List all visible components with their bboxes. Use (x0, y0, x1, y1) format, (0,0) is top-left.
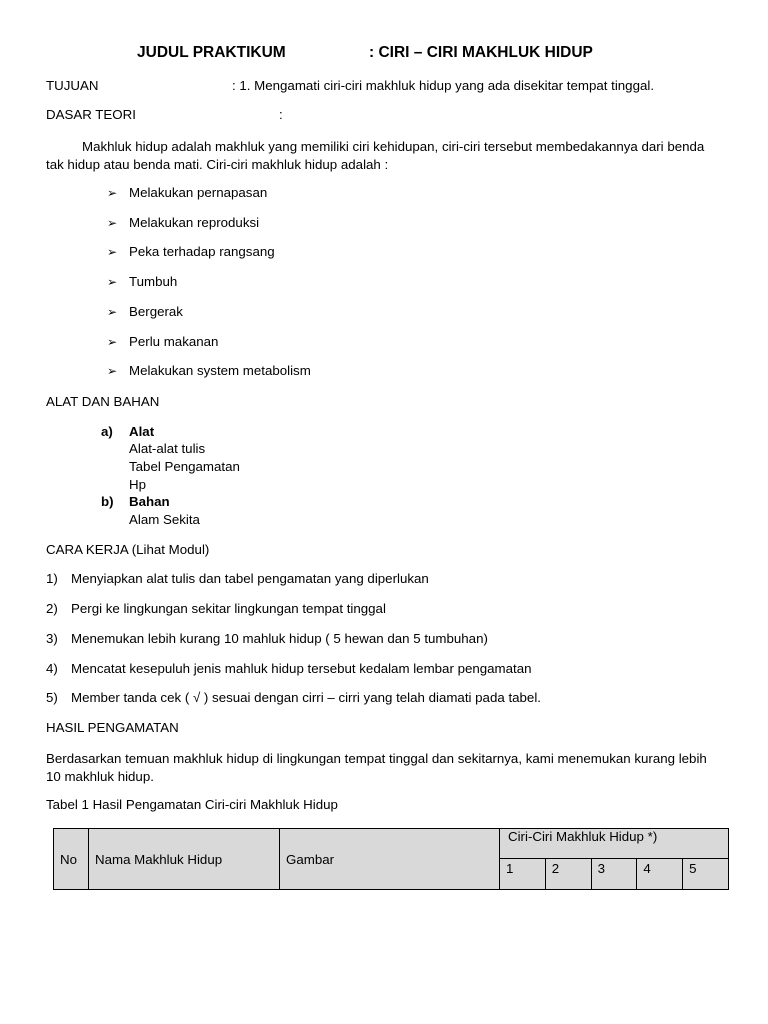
arrow-bullet-icon: ➢ (107, 186, 118, 200)
table-caption: Tabel 1 Hasil Pengamatan Ciri-ciri Makhluk Hidup (46, 797, 338, 812)
alat-bahan-heading: ALAT DAN BAHAN (46, 394, 160, 409)
step-number: 5) (46, 690, 58, 705)
observation-table (53, 828, 729, 890)
dasar-teori-label: DASAR TEORI (46, 107, 136, 122)
cara-kerja-heading: CARA KERJA (Lihat Modul) (46, 542, 210, 557)
step-number: 2) (46, 601, 58, 616)
col-header-ciri: Ciri-Ciri Makhluk Hidup *) (500, 829, 729, 859)
list-item: Melakukan system metabolism (129, 363, 311, 378)
tujuan-value: : 1. Mengamati ciri-ciri makhluk hidup yang ada disekitar tempat tinggal. (232, 78, 655, 93)
alat-item: Hp (129, 477, 146, 492)
col-header-ciri-5: 5 (683, 859, 729, 890)
list-item: Perlu makanan (129, 334, 219, 349)
step-text: Mencatat kesepuluh jenis mahluk hidup tersebut kedalam lembar pengamatan (71, 661, 532, 676)
alat-marker: a) (101, 424, 113, 439)
hasil-heading: HASIL PENGAMATAN (46, 720, 179, 735)
arrow-bullet-icon: ➢ (107, 305, 118, 319)
list-item: Tumbuh (129, 274, 178, 289)
list-item: Melakukan reproduksi (129, 215, 260, 230)
alat-item: Alat-alat tulis (129, 441, 206, 456)
step-text: Pergi ke lingkungan sekitar lingkungan tempat tinggal (71, 601, 386, 616)
arrow-bullet-icon: ➢ (107, 216, 118, 230)
alat-item: Tabel Pengamatan (129, 459, 240, 474)
dasar-teori-colon: : (279, 107, 283, 122)
bahan-item: Alam Sekita (129, 512, 200, 527)
alat-title: Alat (129, 424, 155, 439)
dasar-teori-paragraph: Makhluk hidup adalah makhluk yang memiliki ciri kehidupan, ciri-ciri tersebut membedakannya dari benda tak hidup atau benda mati. Ciri-ciri makhluk hidup adalah : (46, 139, 705, 172)
list-item: Bergerak (129, 304, 183, 319)
title-value: : CIRI – CIRI MAKHLUK HIDUP (369, 44, 593, 61)
col-header-nama: Nama Makhluk Hidup (89, 829, 280, 890)
title-label: JUDUL PRAKTIKUM (137, 44, 286, 61)
step-number: 3) (46, 631, 58, 646)
col-header-ciri-1: 1 (500, 859, 546, 890)
table-header-row (54, 829, 729, 859)
step-text: Menyiapkan alat tulis dan tabel pengamatan yang diperlukan (71, 571, 429, 586)
col-header-gambar: Gambar (280, 829, 500, 890)
bahan-marker: b) (101, 494, 114, 509)
arrow-bullet-icon: ➢ (107, 245, 118, 259)
bahan-title: Bahan (129, 494, 170, 509)
list-item: Melakukan pernapasan (129, 185, 268, 200)
hasil-paragraph: Berdasarkan temuan makhluk hidup di lingkungan tempat tinggal dan sekitarnya, kami menemukan kurang lebih 10 makhluk hidup. (46, 751, 707, 784)
col-header-no: No (54, 829, 89, 890)
arrow-bullet-icon: ➢ (107, 335, 118, 349)
tujuan-label: TUJUAN (46, 78, 99, 93)
step-number: 4) (46, 661, 58, 676)
step-text: Menemukan lebih kurang 10 mahluk hidup ( 5 hewan dan 5 tumbuhan) (71, 631, 488, 646)
col-header-ciri-2: 2 (545, 859, 591, 890)
col-header-ciri-3: 3 (591, 859, 637, 890)
list-item: Peka terhadap rangsang (129, 244, 275, 259)
arrow-bullet-icon: ➢ (107, 364, 118, 378)
arrow-bullet-icon: ➢ (107, 275, 118, 289)
step-number: 1) (46, 571, 58, 586)
step-text: Member tanda cek ( √ ) sesuai dengan cirri – cirri yang telah diamati pada tabel. (71, 690, 541, 705)
col-header-ciri-4: 4 (637, 859, 683, 890)
